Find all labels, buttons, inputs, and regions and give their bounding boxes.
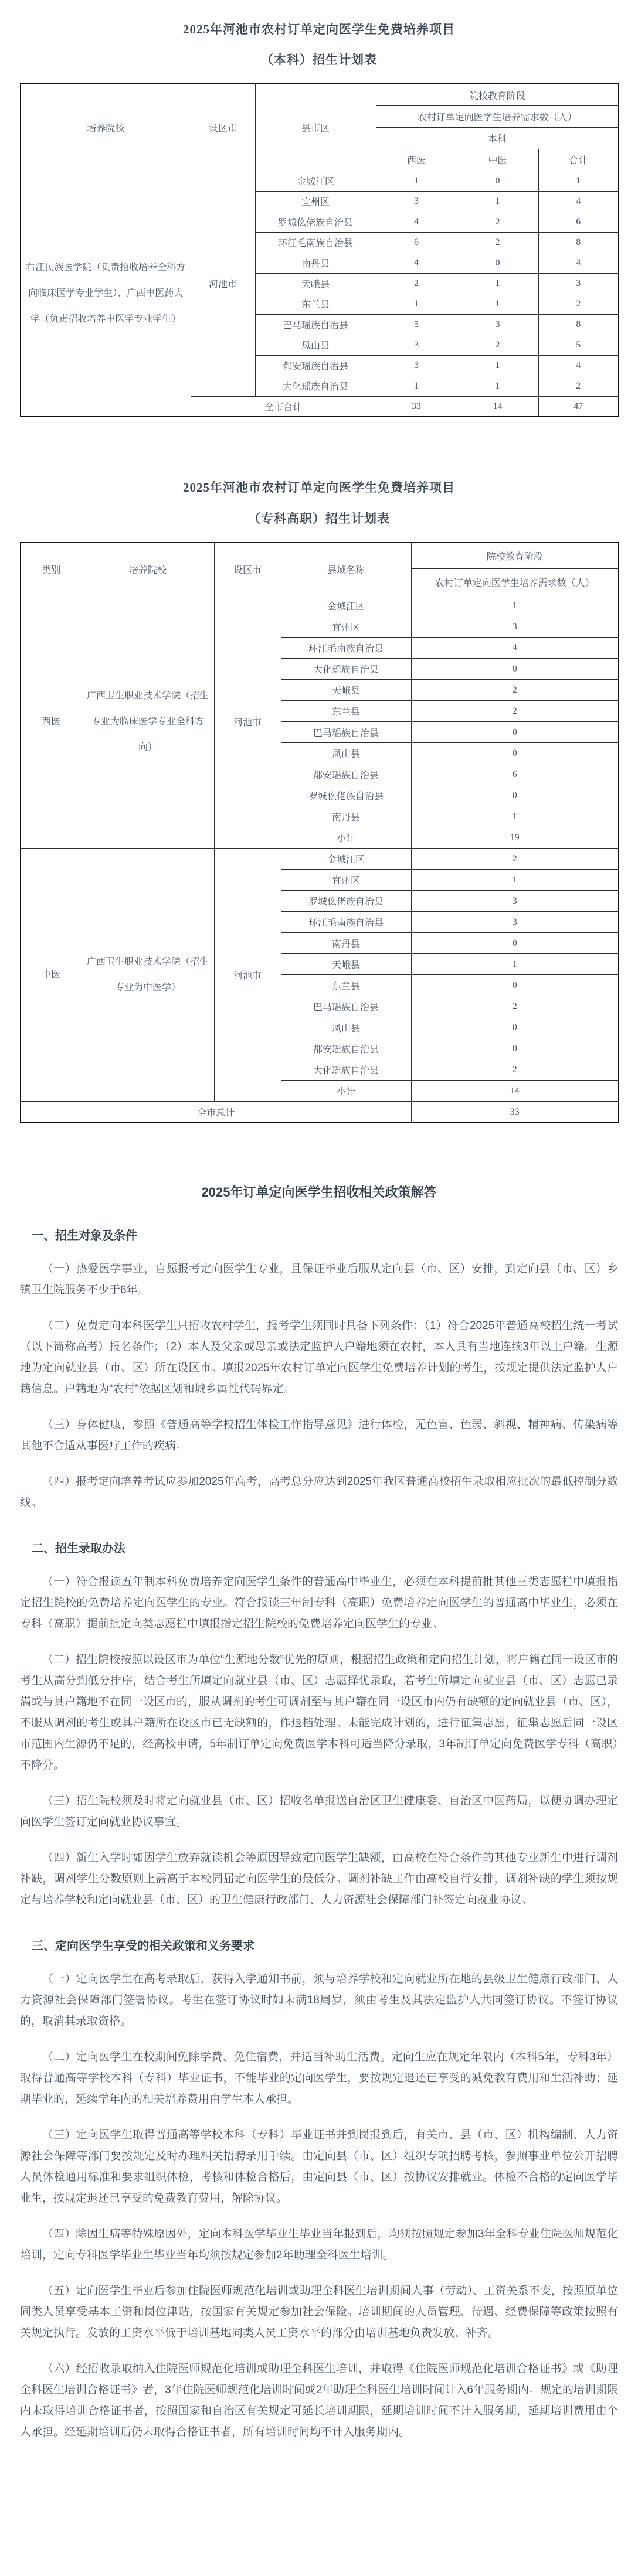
county-cell: 东兰县 (281, 701, 411, 722)
county-cell: 金城江区 (281, 595, 411, 616)
table-row (21, 171, 619, 191)
zhuanke-title-line2: （专科高职）招生计划表 (248, 511, 390, 526)
zhuanke-title-line1: 2025年河池市农村订单定向医学生免费培养项目 (183, 481, 455, 495)
county-cell: 天峨县 (281, 954, 411, 975)
western-value-cell: 5 (376, 314, 457, 335)
total-value-cell: 8 (538, 232, 619, 253)
county-cell: 宜州区 (281, 870, 411, 891)
value-cell: 0 (411, 1017, 619, 1038)
section-heading-1: 一、招生对象及条件 (32, 1229, 137, 1243)
header-county: 县市区 (255, 84, 376, 171)
tcm-value-cell: 2 (457, 335, 538, 355)
header-school: 培养院校 (21, 84, 191, 171)
western-value-cell: 3 (376, 191, 457, 212)
county-cell: 宜州区 (255, 191, 376, 212)
value-cell: 0 (411, 933, 619, 954)
value-cell: 2 (411, 701, 619, 722)
value-cell: 0 (411, 722, 619, 743)
policy-paragraph: （三）招生院校须及时将定向就业县（市、区）招收名单报送自治区卫生健康委、自治区中医药局，以便协调办理定向医学生签订定向就业协议事宜。 (20, 1795, 618, 1829)
policy-paragraph: （三）定向医学生取得普通高等学校本科（专科）毕业证书并到岗报到后，有关市、县（市、区）机构编制、人力资源社会保障等部门要按规定及时办理相关招聘录用手续。由定向县（市、区）组织专项招聘考核，参照事业单位公开招聘人员体检通用标准和要求组织体检，考核和体检合格后，由定向县（市、区）按协议安排就业。体检不合格的定向医学毕业生，按规定退还已享受的免费教育费用，解除协议。 (20, 2129, 618, 2205)
subtotal-value-cell: 19 (411, 827, 619, 849)
benke-title-block (20, 22, 618, 67)
county-cell: 环江毛南族自治县 (281, 638, 411, 659)
value-cell: 6 (411, 764, 619, 785)
value-cell: 3 (411, 891, 619, 912)
policy-title: 2025年订单定向医学生招收相关政策解答 (201, 1184, 437, 1200)
header-county: 县域名称 (281, 543, 411, 595)
total-value-cell: 6 (538, 212, 619, 232)
county-cell: 南丹县 (281, 933, 411, 954)
city-cell: 河池市 (214, 595, 281, 849)
subtotal-label: 小计 (281, 827, 411, 849)
subtotal-label: 小计 (281, 1081, 411, 1102)
header-western: 西医 (376, 149, 457, 171)
western-total-cell: 33 (376, 396, 457, 417)
county-cell: 东兰县 (255, 294, 376, 314)
county-cell: 巴马瑶族自治县 (281, 722, 411, 743)
grand-total-cell: 47 (538, 396, 619, 417)
header-demand: 农村订单定向医学生培养需求数（人） (411, 569, 619, 595)
total-value-cell: 4 (538, 355, 619, 376)
header-city: 设区市 (191, 84, 255, 171)
tcm-value-cell: 1 (457, 355, 538, 376)
policy-paragraph: （二）免费定向本科医学生只招收农村学生，报考学生须同时具备下列条件：（1）符合2025年普通高校招生统一考试（以下简称高考）报名条件；（2）本人及父亲或母亲或法定监护人户籍地须在农村，本人具有当地连续3年以上户籍。生源地为定向就业县（市、区）所在设区市。填报2025年农村订单定向医学生免费培养计划的考生，按规定提供法定监护人户籍信息。户籍地为“农村”依据区划和城乡属性代码界定。 (20, 1320, 618, 1396)
county-cell: 都安瑶族自治县 (281, 1038, 411, 1059)
tcm-value-cell: 1 (457, 376, 538, 396)
western-value-cell: 6 (376, 232, 457, 253)
header-row (21, 543, 619, 569)
western-value-cell: 4 (376, 212, 457, 232)
county-cell: 宜州区 (281, 616, 411, 638)
policy-paragraph: （六）经招收录取纳入住院医师规范化培训或助理全科医生培训，并取得《住院医师规范化培训合格证书》或《助理全科医生培训合格证书》者，3年住院医师规范化培训时间或2年助理全科医生培训时间计入6年服务期内。规定的培训期限内未取得培训合格证书者，按照国家和自治区有关规定可延长培训期限，延期培训时间不计入服务期，延期培训费用由个人承担。经延期培训后仍未取得合格证书者，所有培训时间均不计入服务期内。 (20, 2363, 618, 2439)
county-cell: 罗城仫佬族自治县 (281, 785, 411, 806)
western-value-cell: 2 (376, 273, 457, 294)
policy-paragraph: （四）除因生病等特殊原因外，定向本科医学毕业生毕业当年报到后，均须按照规定参加3年全科专业住院医师规范化培训，定向专科医学毕业生毕业当年均须按规定参加2年助理全科医生培训。 (20, 2228, 618, 2262)
tcm-total-cell: 14 (457, 396, 538, 417)
county-cell: 大化瑶族自治县 (281, 659, 411, 680)
header-row (21, 84, 619, 105)
benke-table-body (21, 171, 619, 417)
citywide-total-label: 全市合计 (191, 396, 376, 417)
policy-paragraph: （四）报考定向培养考试应参加2025年高考，高考总分应达到2025年我区普通高校招生录取相应批次的最低控制分数线。 (20, 1476, 618, 1510)
school-cell: 右江民族医学院（负责招收培养全科方向临床医学专业学生）、广西中医药大学（负责招收培养中医学专业学生） (21, 171, 191, 417)
total-value-cell: 2 (538, 294, 619, 314)
benke-plan-table (20, 83, 619, 417)
policy-paragraph: （三）身体健康，参照《普通高等学校招生体检工作指导意见》进行体检，无色盲、色弱、斜视、精神病、传染病等其他不合适从事医疗工作的疾病。 (20, 1419, 618, 1453)
county-cell: 环江毛南族自治县 (255, 232, 376, 253)
value-cell: 0 (411, 975, 619, 996)
section-heading-3: 三、定向医学生享受的相关政策和义务要求 (32, 1940, 254, 1953)
policy-paragraph: （二）定向医学生在校期间免除学费、免住宿费，并适当补助生活费。定向生应在规定年限内（本科5年，专科3年）取得普通高等学校本科（专科）毕业证书，不能毕业的定向医学生，要按规定退还已享受的减免教育费用和生活补助；延期毕业的，延续学年内的相关培养费用由学生本人承担。 (20, 2051, 618, 2106)
total-value-cell: 4 (538, 191, 619, 212)
header-demand: 农村订单定向医学生培养需求数（人） (376, 105, 619, 127)
value-cell: 1 (411, 870, 619, 891)
value-cell: 1 (411, 595, 619, 616)
county-cell: 东兰县 (281, 975, 411, 996)
total-value-cell: 3 (538, 273, 619, 294)
value-cell: 2 (411, 1059, 619, 1081)
county-cell: 金城江区 (255, 171, 376, 191)
value-cell: 3 (411, 616, 619, 638)
county-cell: 凤山县 (255, 335, 376, 355)
header-tcm: 中医 (457, 149, 538, 171)
western-value-cell: 3 (376, 335, 457, 355)
value-cell: 1 (411, 954, 619, 975)
zhuanke-table-body (21, 595, 619, 1123)
category-cell: 西医 (21, 595, 82, 849)
policy-paragraph: （五）定向医学生毕业后参加住院医师规范化培训或助理全科医生培训期间人事（劳动）、工资关系不变，按照原单位同类人员享受基本工资和岗位津贴，按国家有关规定参加社会保险。培训期间的人员管理、待遇、经费保障等政策按照有关规定执行。发放的工资水平低于培训基地同类人员工资水平的部分由培训基地负责发放、补齐。 (20, 2285, 618, 2340)
header-stage: 院校教育阶段 (376, 84, 619, 105)
county-cell: 都安瑶族自治县 (281, 764, 411, 785)
county-cell: 金城江区 (281, 849, 411, 870)
policy-paragraph: （一）热爱医学事业，自愿报考定向医学生专业，且保证毕业后服从定向县（市、区）安排，到定向县（市、区）乡镇卫生院服务不少于6年。 (20, 1263, 618, 1297)
value-cell: 2 (411, 849, 619, 870)
total-value-cell: 1 (538, 171, 619, 191)
city-cell: 河池市 (191, 171, 255, 396)
county-cell: 凤山县 (281, 1017, 411, 1038)
tcm-value-cell: 3 (457, 314, 538, 335)
header-city: 设区市 (214, 543, 281, 595)
table-row (21, 595, 619, 616)
header-stage: 院校教育阶段 (411, 543, 619, 569)
value-cell: 3 (411, 912, 619, 933)
western-value-cell: 1 (376, 376, 457, 396)
header-school: 培养院校 (82, 543, 214, 595)
tcm-value-cell: 1 (457, 273, 538, 294)
county-cell: 罗城仫佬族自治县 (255, 212, 376, 232)
tcm-value-cell: 1 (457, 294, 538, 314)
county-cell: 巴马瑶族自治县 (255, 314, 376, 335)
subtotal-value-cell: 14 (411, 1081, 619, 1102)
county-cell: 南丹县 (255, 253, 376, 273)
city-cell: 河池市 (214, 849, 281, 1102)
total-value-cell: 5 (538, 335, 619, 355)
citywide-total-label: 全市总计 (21, 1102, 411, 1123)
value-cell: 0 (411, 1038, 619, 1059)
grand-total-cell: 33 (411, 1102, 619, 1123)
county-cell: 凤山县 (281, 743, 411, 764)
total-value-cell: 2 (538, 376, 619, 396)
county-cell: 天峨县 (255, 273, 376, 294)
western-value-cell: 4 (376, 253, 457, 273)
county-cell: 天峨县 (281, 680, 411, 701)
county-cell: 都安瑶族自治县 (255, 355, 376, 376)
tcm-value-cell: 2 (457, 232, 538, 253)
county-cell: 巴马瑶族自治县 (281, 996, 411, 1017)
value-cell: 0 (411, 785, 619, 806)
policy-paragraph: （二）招生院校按照以设区市为单位“生源地分数”优先的原则，根据招生政策和定向招生计划，将户籍在同一设区市的考生从高分到低分排序，结合考生所填定向就业县（市、区）志愿择优录取，若考生所填定向就业县（市、区）志愿已录满或与其户籍地不在同一设区市的，服从调剂的考生可调剂至与其户籍在同一设区市内仍有缺额的定向就业县（市、区），不服从调剂的考生或其户籍所在设区市已无缺额的，作退档处理。未能完成计划的，进行征集志愿，征集志愿后同一设区市范围内生源仍不足的，经高校申请，5年制订单定向免费医学本科可适当降分录取，3年制订单定向免费医学专科（高职）不降分。 (20, 1654, 618, 1772)
category-cell: 中医 (21, 849, 82, 1102)
county-cell: 南丹县 (281, 806, 411, 827)
table-row (21, 849, 619, 870)
tcm-value-cell: 2 (457, 212, 538, 232)
total-value-cell: 4 (538, 253, 619, 273)
school-cell: 广西卫生职业技术学院（招生专业为临床医学专业全科方向） (82, 595, 214, 849)
western-value-cell: 1 (376, 171, 457, 191)
tcm-value-cell: 1 (457, 191, 538, 212)
value-cell: 4 (411, 638, 619, 659)
zhuanke-title-block (20, 481, 618, 526)
section-heading-2: 二、招生录取办法 (32, 1542, 125, 1556)
western-value-cell: 3 (376, 355, 457, 376)
tcm-value-cell: 0 (457, 253, 538, 273)
tcm-value-cell: 0 (457, 171, 538, 191)
policy-paragraph: （一）符合报读五年制本科免费培养定向医学生条件的普通高中毕业生，必须在本科提前批其他三类志愿栏中填报指定招生院校的免费培养定向医学生的专业。符合报读三年制专科（高职）免费培养定向医学生的普通高中毕业生，必须在专科（高职）提前批定向类志愿栏中填报指定招生院校的免费培养定向医学生的专业。 (20, 1576, 618, 1631)
table-row (21, 1102, 619, 1123)
benke-title-line1: 2025年河池市农村订单定向医学生免费培养项目 (183, 22, 455, 36)
school-cell: 广西卫生职业技术学院（招生专业为中医学） (82, 849, 214, 1102)
header-category: 类别 (21, 543, 82, 595)
benke-title-line2: （本科）招生计划表 (261, 53, 377, 67)
policy-paragraph: （一）定向医学生在高考录取后、获得入学通知书前，须与培养学校和定向就业所在地的县级卫生健康行政部门、人力资源社会保障部门签署协议。考生在签订协议时如未满18周岁，须由考生及其法定监护人共同签订协议。不签订协议的，取消其录取资格。 (20, 1973, 618, 2028)
header-total: 合计 (538, 149, 619, 171)
policy-paragraph: （四）新生入学时如因学生放弃就读机会等原因导致定向医学生缺额，由高校在符合条件的其他专业新生中进行调剂补缺，调剂学生分数原则上需高于本校同届定向医学生的最低分。调剂补缺工作由高校自行安排，调剂补缺的学生须按规定与培养学校和定向就业县（市、区）的卫生健康行政部门、人力资源社会保障部门补签定向就业协议。 (20, 1852, 618, 1907)
total-value-cell: 8 (538, 314, 619, 335)
value-cell: 2 (411, 680, 619, 701)
county-cell: 大化瑶族自治县 (281, 1059, 411, 1081)
county-cell: 大化瑶族自治县 (255, 376, 376, 396)
zhuanke-plan-table (20, 542, 619, 1123)
western-value-cell: 1 (376, 294, 457, 314)
header-level: 本科 (376, 127, 619, 149)
value-cell: 2 (411, 996, 619, 1017)
value-cell: 0 (411, 659, 619, 680)
county-cell: 环江毛南族自治县 (281, 912, 411, 933)
value-cell: 0 (411, 743, 619, 764)
county-cell: 罗城仫佬族自治县 (281, 891, 411, 912)
value-cell: 1 (411, 806, 619, 827)
